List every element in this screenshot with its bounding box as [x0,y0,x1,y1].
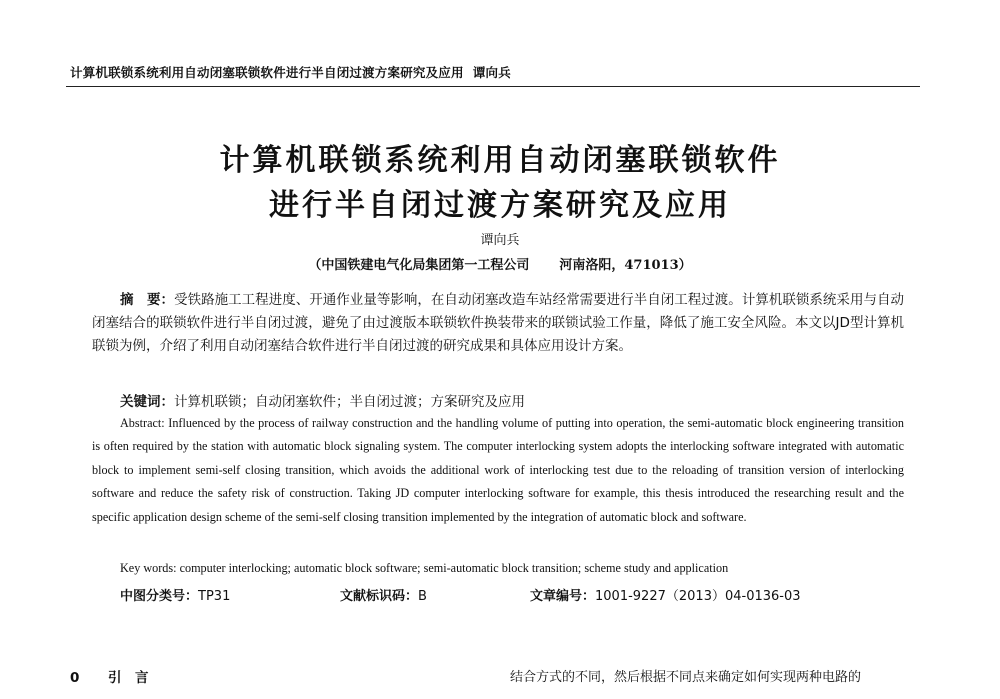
abstract-zh-label: 摘 要： [120,292,175,308]
keywords-en [120,561,728,576]
paper-title-line1: 计算机联锁系统利用自动闭塞联锁软件 [219,143,781,178]
author-name: 谭向兵 [480,233,520,248]
running-header [70,63,511,81]
running-author: 谭向兵 [472,65,511,80]
keywords-zh-label: 关键词： [120,394,174,410]
abstract-en-label: Abstract: [120,416,165,430]
document-code [340,585,427,604]
section-number: 0 [70,670,80,686]
clc-value: TP31 [198,589,231,604]
body-text-right: 结合方式的不同，然后根据不同点来确定如何实现两种电路的 [510,670,862,685]
affiliation [0,254,1000,273]
affiliation-org: （中国铁建电气化局集团第一工程公司 [308,258,530,273]
article-number [530,585,801,604]
article-value: 1001-9227（2013）04-0136-03 [595,589,801,604]
doc-value: B [418,589,427,604]
abstract-zh [92,289,904,358]
keywords-en-label: Key words: [120,561,177,575]
header-rule [66,86,920,87]
article-label: 文章编号： [530,589,596,604]
doc-label: 文献标识码： [340,589,419,604]
clc-label: 中图分类号： [120,589,199,604]
keywords-zh [120,390,525,410]
section-title: 引 言 [108,670,149,686]
clc-number [120,585,230,604]
paper-title-line2: 进行半自闭过渡方案研究及应用 [269,188,731,223]
abstract-en [92,412,904,529]
running-title: 计算机联锁系统利用自动闭塞联锁软件进行半自闭过渡方案研究及应用 [70,65,464,80]
abstract-zh-text: 受铁路施工工程进度、开通作业量等影响，在自动闭塞改造车站经常需要进行半自闭工程过渡。计算机联锁系统采用与自动闭塞结合的联锁软件进行半自闭过渡，避免了由过渡版本联锁软件换装带来的联锁试验工作量，降低了施工安全风险。本文以JD型计算机联锁为例，介绍了利用自动闭塞结合软件进行半自闭过渡的研究成果和具体应用设计方案。 [92,292,905,354]
abstract-en-text: Influenced by the process of railway construction and the handling volume of putting into operation, the semi-automatic block engineering transition is often required by the station with automatic block signaling system. The computer interlocking system adopts the interlocking software integrated with automatic block to implement semi-self closing transition, which avoids the additional work of interlocking test due to the reloading of transition version of interlocking software and reduce the safety risk of construction. Taking JD computer interlocking software for example, this thesis introduced the researching result and the specific application design scheme of the semi-self closing transition implemented by the integration of automatic block and software. [92,416,904,524]
keywords-zh-text: 计算机联锁；自动闭塞软件；半自闭过渡；方案研究及应用 [174,394,525,410]
section-heading [70,666,149,686]
keywords-en-text: computer interlocking; automatic block software; semi-automatic block transition; scheme study and application [179,561,729,575]
affiliation-location: 河南洛阳，471013） [559,258,692,273]
